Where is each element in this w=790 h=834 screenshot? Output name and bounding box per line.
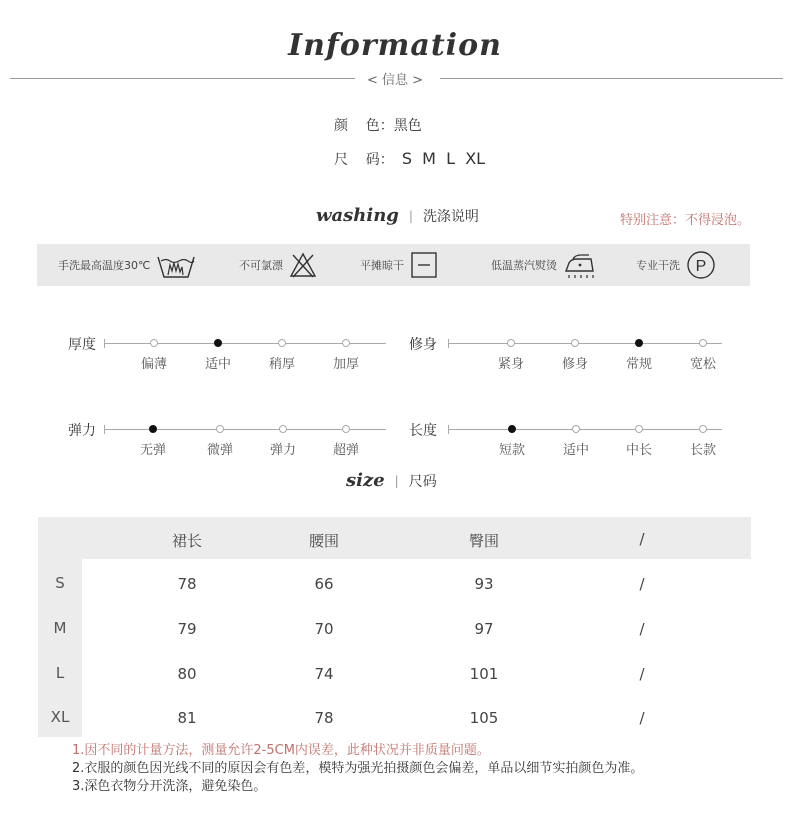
care-band (37, 244, 750, 286)
note-3: 3.深色衣物分开洗涤，避免染色。 (72, 779, 267, 794)
scale-track-cap (448, 425, 449, 434)
table-cell: 78 (177, 575, 197, 593)
table-cell: 105 (469, 709, 499, 727)
dry-clean-icon (686, 250, 716, 280)
scale-tick-label: 加厚 (332, 357, 359, 372)
washing-heading (316, 205, 479, 226)
scale-dot (699, 339, 707, 347)
table-cell: 70 (314, 620, 334, 638)
size-title-cn: 尺码 (408, 473, 437, 490)
scale-tick-label: 弹力 (269, 443, 296, 458)
table-cell: 74 (314, 665, 334, 683)
size-sep: | (394, 473, 399, 488)
svg-text:P: P (695, 258, 707, 275)
no-bleach-icon (289, 251, 317, 279)
note-2: 2.衣服的颜色因光线不同的原因会有色差，模特为强光拍摄颜色会偏差，单品以细节实拍颜色为准。 (72, 761, 644, 776)
scale-label: 修身 (409, 337, 437, 353)
table-cell: 79 (177, 620, 197, 638)
care-label: 手洗最高温度30℃ (58, 259, 151, 272)
scale-track (448, 429, 722, 430)
scale-track-cap (104, 339, 105, 348)
scale-label: 弹力 (68, 423, 96, 439)
page-subtitle: < 信息 > (0, 69, 790, 88)
care-item-hand-wash (58, 244, 196, 286)
scale-dot (572, 425, 580, 433)
table-cell: 66 (314, 575, 334, 593)
table-cell: 78 (314, 709, 334, 727)
color-value: 黑色 (393, 118, 422, 134)
table-cell: / (639, 620, 645, 638)
table-cell: 81 (177, 709, 197, 727)
note-1: 1.因不同的计量方法，测量允许2-5CM内误差，此种状况并非质量问题。 (72, 743, 490, 758)
scale-dot (279, 425, 287, 433)
scale-tick-label: 无弹 (139, 443, 166, 458)
scale-dot-selected (508, 425, 516, 433)
scale-tick-label: 中长 (625, 443, 652, 458)
scale-tick-label: 宽松 (689, 357, 716, 372)
low-iron-icon (563, 251, 597, 279)
scale-tick-label: 偏薄 (140, 357, 167, 372)
table-row-size: XL (50, 708, 70, 726)
table-cell: 97 (474, 620, 494, 638)
page-title: Information (288, 28, 502, 63)
scale-tick-label: 短款 (498, 443, 525, 458)
scale-dot (342, 425, 350, 433)
size-table (38, 517, 751, 737)
size-row (334, 149, 485, 169)
scale-dot (635, 425, 643, 433)
scale-label: 长度 (409, 423, 437, 439)
scale-tick-label: 修身 (561, 357, 588, 372)
table-row-size: L (55, 664, 65, 682)
table-cell: / (639, 575, 645, 593)
scale-dot-selected (635, 339, 643, 347)
washing-sep: | (408, 208, 413, 223)
table-header-cell: 裙长 (171, 532, 202, 550)
table-cell: / (639, 665, 645, 683)
table-row-size: S (55, 574, 65, 592)
color-row (334, 115, 422, 135)
scale-dot (571, 339, 579, 347)
scale-track (448, 343, 722, 344)
size-label: 尺 码： (334, 152, 394, 168)
table-header-cell: 臀围 (468, 532, 499, 550)
table-cell: 101 (469, 665, 499, 683)
table-cell: 93 (474, 575, 494, 593)
scale-track-cap (448, 339, 449, 348)
care-label: 低温蒸汽熨烫 (491, 259, 557, 272)
scale-tick-label: 微弹 (206, 443, 233, 458)
scale-dot-selected (149, 425, 157, 433)
scale-tick-label: 适中 (562, 443, 589, 458)
care-item-low-iron (491, 244, 597, 286)
size-value: S M L XL (401, 149, 486, 168)
care-item-dry-clean (636, 244, 716, 286)
table-header-cell: 腰围 (308, 532, 339, 550)
care-label: 平摊晾干 (360, 259, 404, 272)
scale-tick-label: 超弹 (332, 443, 359, 458)
care-label: 不可氯漂 (239, 259, 283, 272)
scale-tick-label: 适中 (204, 357, 231, 372)
dry-flat-icon (410, 251, 438, 279)
scale-tick-label: 常规 (625, 357, 652, 372)
table-header-cell: / (639, 530, 645, 548)
table-cell: 80 (177, 665, 197, 683)
size-heading (346, 470, 437, 491)
washing-title-cn: 洗涤说明 (422, 208, 479, 225)
scale-dot (216, 425, 224, 433)
color-label: 颜 色： (334, 118, 394, 134)
scale-dot (342, 339, 350, 347)
table-cell: / (639, 709, 645, 727)
scale-dot (507, 339, 515, 347)
scale-track-cap (104, 425, 105, 434)
scale-tick-label: 紧身 (497, 357, 524, 372)
scale-dot (150, 339, 158, 347)
care-label: 专业干洗 (636, 259, 680, 272)
scale-tick-label: 稍厚 (268, 357, 295, 372)
scale-label: 厚度 (68, 337, 96, 353)
hand-wash-icon (156, 251, 196, 279)
scale-dot (278, 339, 286, 347)
notes (72, 742, 643, 796)
size-title-en: size (346, 470, 385, 491)
scale-dot (699, 425, 707, 433)
table-row-size: M (53, 619, 67, 637)
scale-dot-selected (214, 339, 222, 347)
care-item-dry-flat (360, 244, 438, 286)
washing-notice: 特别注意：不得浸泡。 (620, 213, 751, 228)
washing-title-en: washing (316, 205, 399, 226)
scale-tick-label: 长款 (689, 443, 716, 458)
care-item-no-bleach (239, 244, 317, 286)
